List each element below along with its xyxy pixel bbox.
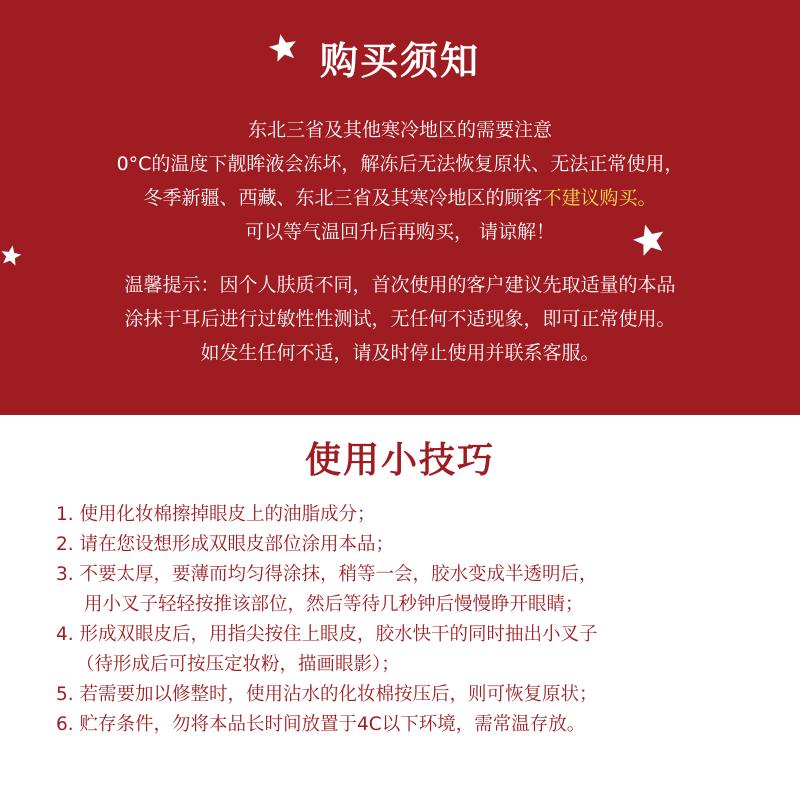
notice-line: 东北三省及其他寒冷地区的需要注意 xyxy=(247,119,552,141)
step-continuation: 用小叉子轻轻按推该部位，然后等待几秒钟后慢慢睁开眼睛； xyxy=(84,594,584,615)
step-item: 2. 请在您设想形成双眼皮部位涂用本品； xyxy=(56,534,395,555)
step-item: 1. 使用化妆棉擦掉眼皮上的油脂成分； xyxy=(56,504,376,525)
step-item: 5. 若需要加以修整时，使用沾水的化妆棉按压后，则可恢复原状； xyxy=(56,684,598,705)
usage-title: 使用小技巧 xyxy=(304,440,495,481)
warning-highlight: 不建议购买。 xyxy=(542,187,657,209)
notice-line: 可以等气温回升后再购买， 请谅解！ xyxy=(244,221,556,243)
warm-tips xyxy=(0,268,800,370)
usage-steps xyxy=(56,500,776,740)
step-continuation: （待形成后可按压定妆粉，描画眼影）； xyxy=(76,654,400,675)
notice-line xyxy=(0,181,800,215)
tips-line: 如发生任何不适，请及时停止使用并联系客服。 xyxy=(200,342,600,364)
tips-line: 涂抹于耳后进行过敏性性测试，无任何不适现象，即可正常使用。 xyxy=(124,308,676,330)
tips-line: 温馨提示：因个人肤质不同，首次使用的客户建议先取适量的本品 xyxy=(124,274,676,296)
step-item: 6. 贮存条件，勿将本品长时间放置于4C以下环境，需常温存放。 xyxy=(56,714,586,735)
step-item: 3. 不要太厚，要薄而均匀得涂抹，稍等一会，胶水变成半透明后， xyxy=(56,564,598,585)
notice-text: 冬季新疆、西藏、东北三省及其寒冷地区的顾客 xyxy=(143,187,543,209)
notice-title: 购买须知 xyxy=(319,39,480,83)
notice-line: 0°C的温度下靓眸液会冻坏，解冻后无法恢复原状、无法正常使用， xyxy=(116,153,684,175)
step-item: 4. 形成双眼皮后，用指尖按住上眼皮，胶水快干的同时抽出小叉子 xyxy=(56,624,598,645)
notice-body xyxy=(0,113,800,249)
